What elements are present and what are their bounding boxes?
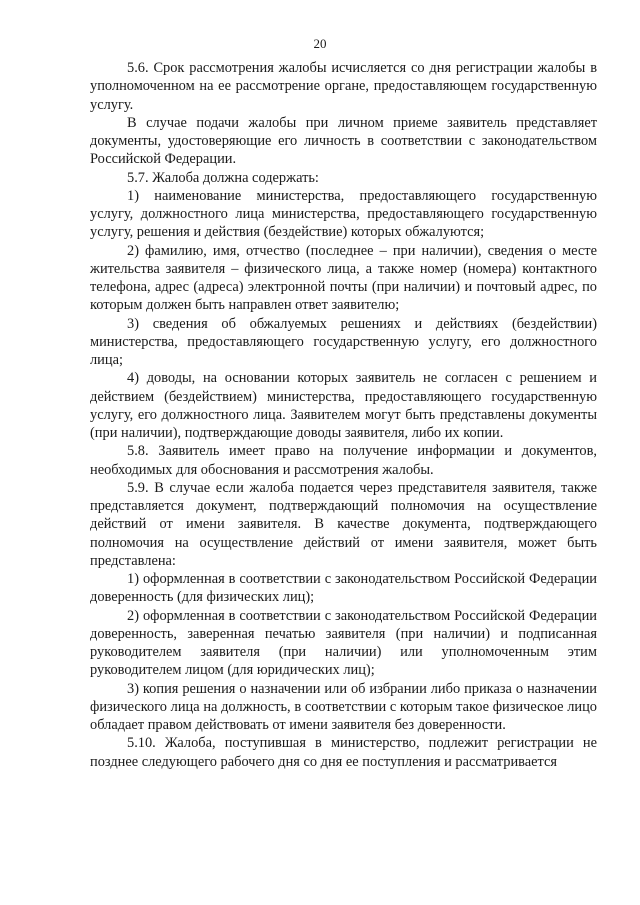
- list-item-5-9-1: 1) оформленная в соответствии с законодательством Российской Федерации доверенность (для физических лиц);: [90, 571, 597, 606]
- paragraph-5-9: 5.9. В случае если жалоба подается через представителя заявителя, также представляется документ, подтверждающий полномочия на осуществление действий от имени заявителя. В качестве документа, подтверждающего полномочия на осуществление действий от имени заявителя, может быть представлена:: [90, 479, 597, 569]
- list-item-5-9-2: 2) оформленная в соответствии с законодательством Российской Федерации доверенность, заверенная печатью заявителя (при наличии) и подписанная руководителем заявителя (при наличии) или уполномоченным этим руководителем лицом (для юридических лиц);: [90, 607, 597, 679]
- paragraph-5-7: 5.7. Жалоба должна содержать:: [127, 169, 319, 186]
- document-body: [90, 59, 597, 771]
- list-item-5-7-4: 4) доводы, на основании которых заявитель не согласен с решением и действием (бездействием) министерства, предоставляющего государственную услугу, его должностного лица. Заявителем могут быть представлены документы (при наличии), подтверждающие доводы заявителя, либо их копии.: [90, 370, 597, 441]
- list-item-5-7-1: 1) наименование министерства, предоставляющего государственную услугу, должностного лица министерства, предоставляющего государственную услугу, решения и действия (бездействие) которых обжалуются;: [90, 187, 597, 241]
- paragraph-5-10: 5.10. Жалоба, поступившая в министерство, подлежит регистрации не позднее следующего рабочего дня со дня ее поступления и рассматривается: [90, 735, 597, 770]
- list-item-5-9-3: 3) копия решения о назначении или об избрании либо приказа о назначении физического лица на должность, в соответствии с которым такое физическое лицо обладает правом действовать от имени заявителя без доверенности.: [90, 680, 597, 733]
- paragraph-5-6: 5.6. Срок рассмотрения жалобы исчисляется со дня регистрации жалобы в уполномоченном на ее рассмотрение органе, предоставляющем государственную услугу.: [90, 60, 597, 113]
- list-item-5-7-3: 3) сведения об обжалуемых решениях и действиях (бездействии) министерства, предоставляющего государственную услугу, его должностного лица;: [90, 315, 597, 368]
- paragraph-5-8: 5.8. Заявитель имеет право на получение информации и документов, необходимых для обоснования и рассмотрения жалобы.: [90, 443, 597, 478]
- page-number: 20: [313, 36, 327, 51]
- list-item-5-7-2: 2) фамилию, имя, отчество (последнее – при наличии), сведения о месте жительства заявителя – физического лица, а также номер (номера) контактного телефона, адрес (адреса) электронной почты (при наличии) и почтовый адрес, по которым должен быть направлен ответ заявителю;: [90, 242, 597, 314]
- paragraph-personal-reception: В случае подачи жалобы при личном приеме заявитель представляет документы, удостоверяющие его личность в соответствии с законодательством Российской Федерации.: [90, 114, 597, 168]
